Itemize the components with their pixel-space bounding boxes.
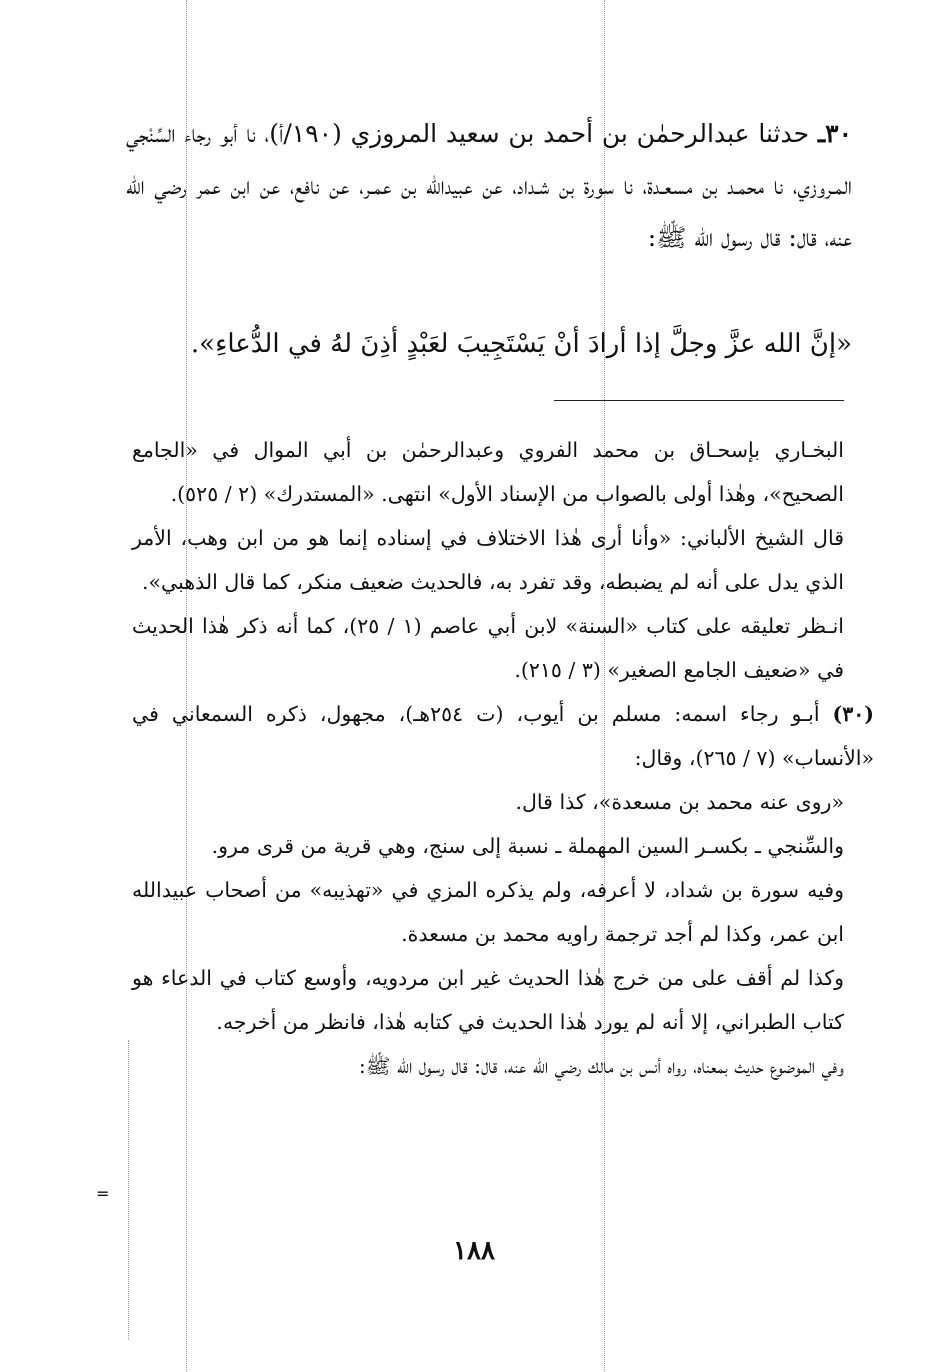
main-hadith-paragraph	[126, 108, 852, 264]
footnote-paragraph: البخـاري بإسحـاق بن محمد الفروي وعبدالرحمٰن بن أبي الموال في «الجامع الصحيح»، وهٰذا أولى بالصواب من الإسناد الأول» انتهى. «المستدرك» (٢ / ٥٢٥).	[132, 438, 844, 506]
footnote-paragraph: وفي الموضوع حديث بمعناه، رواه أنس بن مالك رضي الله عنه، قال: قال رسول الله ﷺ:	[358, 1054, 844, 1078]
page-number: ١٨٨	[453, 1236, 495, 1266]
margin-mark: =	[96, 1184, 110, 1203]
hadith-isnad-text: حدثنا عبدالرحمٰن بن أحمد بن سعيد المروزي (١٩٠/أ)، نا أبو رجاء السِّنْجي المـروزي، نا محمـد بن مسعـدة، نا سورة بن شـداد، عن عبيدالله بن عمـر، عن نافع، عن ابن عمر رضي الله عنه، قال: قال رسول الله ﷺ:	[126, 119, 852, 252]
footnote-paragraph: «روى عنه محمد بن مسعدة»، كذا قال.	[515, 790, 844, 814]
footnote-separator	[554, 400, 844, 401]
footnote-paragraph: وكذا لم أقف على من خرج هٰذا الحديث غير ابن مردويه، وأوسع كتاب في الدعاء هو كتاب الطبراني، إلا أنه لم يورد هٰذا الحديث في كتابه هٰذا، فانظر من أخرجه.	[132, 966, 844, 1034]
footnote-30-first-paragraph	[132, 692, 874, 780]
footnote-paragraph: والسِّنجي ـ بكسـر السين المهملة ـ نسبة إلى سنج، وهي قرية من قرى مرو.	[211, 834, 844, 858]
hadith-quote: «إنَّ الله عزَّ وجلَّ إذا أرادَ أنْ يَسْتَجِيبَ لعَبْدٍ أذِنَ لهُ في الدُّعاءِ».	[190, 329, 852, 359]
hadith-number: ٣٠ـ	[817, 119, 853, 148]
scan-artifact-line	[128, 1040, 129, 1340]
footnote-paragraph: انـظر تعليقه على كتاب «السنة» لابن أبي عاصم (١ / ٢٥)، كما أنه ذكر هٰذا الحديث في «ضعيف الجامع الصغير» (٣ / ٢١٥).	[132, 614, 844, 682]
footnote-marker: (٣٠)	[832, 702, 874, 726]
footnotes-section	[132, 428, 874, 1088]
footnote-paragraph: وفيه سورة بن شداد، لا أعرفه، ولم يذكره المزي في «تهذيبه» من أصحاب عبيدالله ابن عمر، وكذا لم أجد ترجمة راويه محمد بن مسعدة.	[132, 878, 844, 946]
footnote-paragraph: قال الشيخ الألباني: «وأنا أرى هٰذا الاختلاف في إسناده إنما هو من ابن وهب، الأمر الذي يدل على أنه لم يضبطه، وقد تفرد به، فالحديث ضعيف منكر، كما قال الذهبي».	[132, 526, 844, 594]
footnote-30-text: أبـو رجاء اسمه: مسلم بن أيوب، (ت ٢٥٤هـ)، مجهول، ذكره السمعاني في «الأنساب» (٧ / ٢٦٥)، وقال:	[132, 702, 874, 770]
